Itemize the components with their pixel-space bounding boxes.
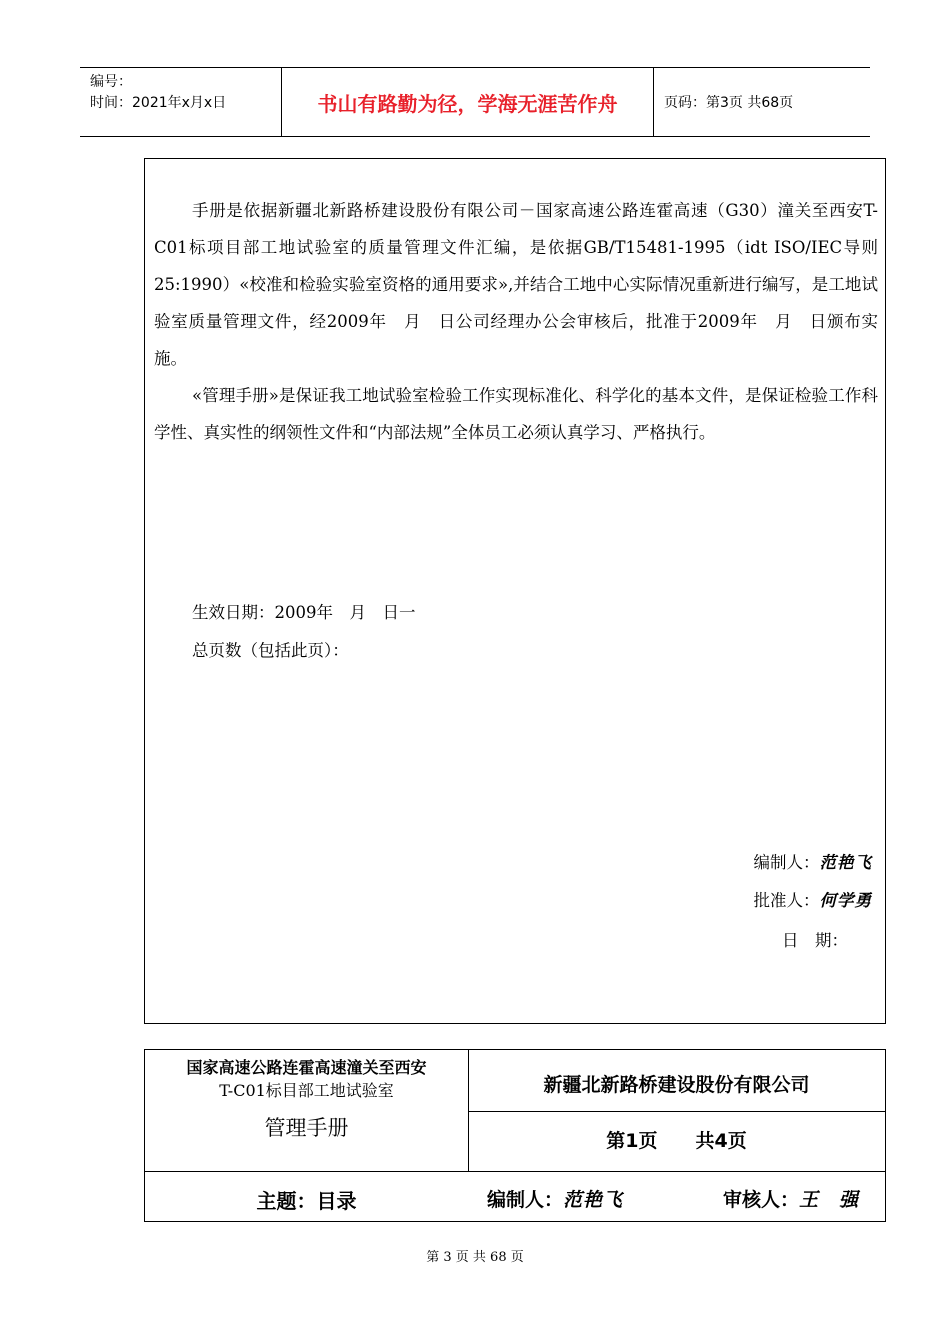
company-name: 新疆北新路桥建设股份有限公司 [543,1074,810,1096]
project-lab: T-C01标目部工地试验室 [219,1081,394,1100]
table-page-count: 第1页 共4页 [606,1130,747,1152]
reviewer-name: 王 强 [799,1189,860,1211]
manual-info-table [144,1049,886,1222]
page-footer: 第 3 页 共 68 页 [426,1250,524,1265]
date-line: 日 期： [782,931,848,950]
subject: 主题：目录 [256,1189,357,1213]
content-box [144,158,886,1024]
approver-signature [754,887,873,911]
compiler-label: 编制人： [753,853,820,872]
approver-label: 批准人： [753,891,820,910]
project-name: 国家高速公路连霍高速潼关至西安 [186,1058,427,1077]
compiler-name: 范艳飞 [819,853,872,872]
editor-name: 范艳飞 [563,1189,624,1211]
total-pages: 总页数（包括此页）： [192,641,349,660]
approver-name: 何学勇 [819,891,872,910]
page-header [80,67,870,137]
header-page-info: 页码：第3页 共68页 [664,95,794,111]
table-reviewer [723,1185,859,1212]
reviewer-label: 审核人： [723,1189,800,1211]
table-editor [487,1185,623,1212]
header-motto: 书山有路勤为径，学海无涯苦作舟 [282,68,654,136]
manual-title: 管理手册 [264,1116,349,1140]
time-label: 时间：2021年x月x日 [90,95,227,111]
intro-paragraph: 手册是依据新疆北新路桥建设股份有限公司－国家高速公路连霍高速（G30）潼关至西安T-C01标项目部工地试验室的质量管理文件汇编，是依据GB/T15481-1995（idt ISO/IEC导则25:1990）«校准和检验实验室资格的通用要求»,并结合工地中心实际情况重新进行编写，是工地试验室质量管理文件，经2009年 月 日公司经理办公会审核后，批准于2009年 月 日颁布实施。 [154,201,878,368]
effective-date: 生效日期：2009年 月 日一 [192,603,416,622]
editor-label: 编制人： [487,1189,564,1211]
compiler-signature [754,849,873,873]
manual-paragraph: «管理手册»是保证我工地试验室检验工作实现标准化、科学化的基本文件，是保证检验工作科学性、真实性的纲领性文件和“内部法规”全体员工必须认真学习、严格执行。 [154,386,878,442]
header-left-cell [80,68,282,136]
number-label: 编号： [90,74,132,90]
